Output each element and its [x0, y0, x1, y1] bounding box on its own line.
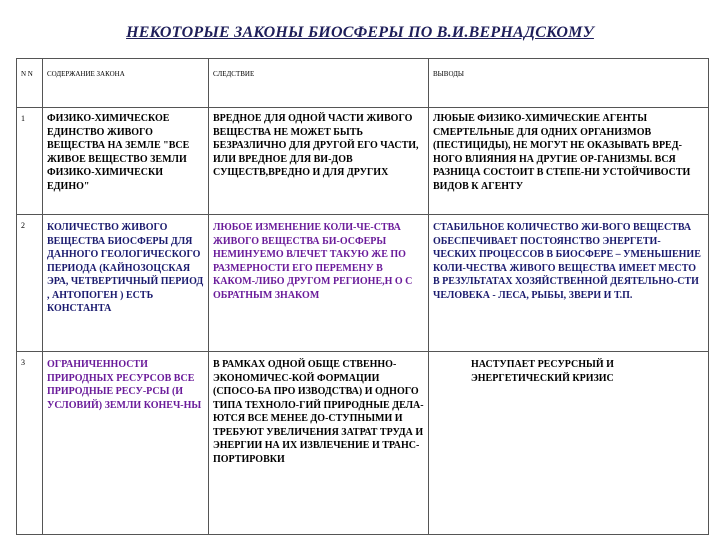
- row-number: 2: [17, 215, 43, 352]
- header-conclusions: ВЫВОДЫ: [429, 59, 709, 108]
- law-content-cell: ФИЗИКО-ХИМИЧЕСКОЕ ЕДИНСТВО ЖИВОГО ВЕЩЕСТВА НА ЗЕМЛЕ "ВСЕ ЖИВОЕ ВЕЩЕСТВО ЗЕМЛИ ФИЗИКО-ХИМИЧЕСКИ ЕДИНО": [43, 108, 209, 215]
- table-row: [17, 108, 709, 215]
- table-row: [17, 352, 709, 535]
- conclusion-cell: ЛЮБЫЕ ФИЗИКО-ХИМИЧЕСКИЕ АГЕНТЫ СМЕРТЕЛЬНЫЕ ДЛЯ ОДНИХ ОРГАНИЗМОВ (ПЕСТИЦИДЫ), НЕ МОГУТ НЕ ОКАЗЫВАТЬ ВРЕД-НОГО ВЛИЯНИЯ НА ДРУГИЕ ОР-ГАНИЗМЫ. ВСЯ РАЗНИЦА СОСТОИТ В СТЕПЕ-НИ УСТОЙЧИВОСТИ ВИДОВ К АГЕНТУ: [429, 108, 709, 215]
- conclusion-cell: НАСТУПАЕТ РЕСУРСНЫЙ И ЭНЕРГЕТИЧЕСКИЙ КРИЗИС: [429, 352, 709, 535]
- header-number: N N: [17, 59, 43, 108]
- header-consequence: СЛЕДСТВИЕ: [209, 59, 429, 108]
- consequence-cell: В РАМКАХ ОДНОЙ ОБЩЕ СТВЕННО-ЭКОНОМИЧЕС-КОЙ ФОРМАЦИИ (СПОСО-БА ПРО ИЗВОДСТВА) И ОДНОГО ТИПА ТЕХНОЛО-ГИЙ ПРИРОДНЫЕ ДЕЛА-ЮТСЯ ВСЕ МЕНЕЕ ДО-СТУПНЫМИ И ТРЕБУЮТ УВЕЛИЧЕНИЯ ЗАТРАТ ТРУДА И ЭНЕРГИИ НА ИХ ИЗВЛЕЧЕНИЕ И ТРАНС-ПОРТИРОВКИ: [209, 352, 429, 535]
- conclusion-cell: СТАБИЛЬНОЕ КОЛИЧЕСТВО ЖИ-ВОГО ВЕЩЕСТВА ОБЕСПЕЧИВАЕТ ПОСТОЯНСТВО ЭНЕРГЕТИ-ЧЕСКИХ ПРОЦЕССОВ В БИОСФЕРЕ – УМЕНЬШЕНИЕ КОЛИ-ЧЕСТВА ЖИВОГО ВЕЩЕСТВА ИМЕЕТ МЕСТО В РЕЗУЛЬТАТАХ ХОЗЯЙСТВЕННОЙ ДЕЯТЕЛЬНО-СТИ ЧЕЛОВЕКА - ЛЕСА, РЫБЫ, ЗВЕРИ И Т.П.: [429, 215, 709, 352]
- row-number: 3: [17, 352, 43, 535]
- row-number: 1: [17, 108, 43, 215]
- page-title: НЕКОТОРЫЕ ЗАКОНЫ БИОСФЕРЫ ПО В.И.ВЕРНАДСКОМУ: [126, 24, 594, 41]
- laws-table: [16, 58, 709, 535]
- consequence-cell: ВРЕДНОЕ ДЛЯ ОДНОЙ ЧАСТИ ЖИВОГО ВЕЩЕСТВА НЕ МОЖЕТ БЫТЬ БЕЗРАЗЛИЧНО ДЛЯ ДРУГОЙ ЕГО ЧАСТИ, ИЛИ ВРЕДНОЕ ДЛЯ ВИ-ДОВ СУЩЕСТВ,ВРЕДНО И ДЛЯ ДРУГИХ: [209, 108, 429, 215]
- table-row: [17, 215, 709, 352]
- header-law-content: СОДЕРЖАНИЕ ЗАКОНА: [43, 59, 209, 108]
- law-content-cell: КОЛИЧЕСТВО ЖИВОГО ВЕЩЕСТВА БИОСФЕРЫ ДЛЯ ДАННОГО ГЕОЛОГИЧЕСКОГО ПЕРИОДА (КАЙНОЗОЦСКАЯ ЭРА, ЧЕТВЕРТИЧНЫЙ ПЕРИОД , АНТОПОГЕН ) ЕСТЬ КОНСТАНТА: [43, 215, 209, 352]
- consequence-cell: ЛЮБОЕ ИЗМЕНЕНИЕ КОЛИ-ЧЕ-СТВА ЖИВОГО ВЕЩЕСТВА БИ-ОСФЕРЫ НЕМИНУЕМО ВЛЕЧЕТ ТАКУЮ ЖЕ ПО РАЗМЕРНОСТИ ЕГО ПЕРЕМЕНУ В КАКОМ-ЛИБО ДРУГОМ РЕГИОНЕ,Н О С ОБРАТНЫМ ЗНАКОМ: [209, 215, 429, 352]
- table-header-row: [17, 59, 709, 108]
- law-content-cell: ОГРАНИЧЕННОСТИ ПРИРОДНЫХ РЕСУРСОВ ВСЕ ПРИРОДНЫЕ РЕСУ-РСЫ (И УСЛОВИЙ) ЗЕМЛИ КОНЕЧ-НЫ: [43, 352, 209, 535]
